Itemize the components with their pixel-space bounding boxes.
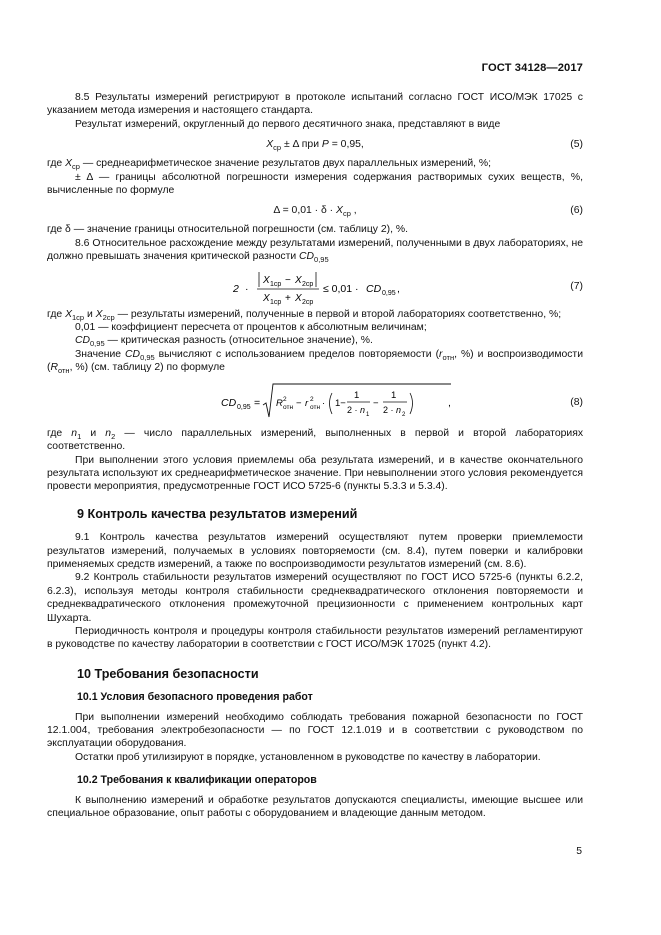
formula-7-expression — [227, 268, 487, 306]
formula-6-number: (6) — [570, 205, 583, 217]
svg-text:1ср: 1ср — [270, 298, 282, 306]
paragraph-10-1b: Остатки проб утилизируют в порядке, установленном в руководстве по качеству в лаборатории. — [75, 751, 541, 763]
svg-text:1ср: 1ср — [270, 280, 282, 288]
section-10-title: 10 Требования безопасности — [77, 666, 259, 681]
where-clause-7a: где $X_{1ср}$ и $X_{2ср}$ — результаты измерений, полученные в первой и второй лабораториях соответственно, %; — [47, 308, 562, 322]
formula-8-number: (8) — [570, 396, 583, 408]
paragraph-9-2: 9.2 Контроль стабильности результатов измерений осуществляют по ГОСТ ИСО 5725-6 (пункты 6.2.2, 6.2.3), используя методы контроля стабильности среднеквадратического отклонения повторяемости и среднеквадратического отклонения промежуточной прецизионности с применением контрольных карт Шухарта. — [47, 572, 583, 624]
where-clause-5a: где $X_{ср}$ — среднеарифметическое значение результатов двух параллельных измерений, %; — [47, 158, 492, 172]
paragraph-9-1: 9.1 Контроль качества результатов измерений осуществляют путем проверки приемлемости результатов измерений, получаемых в условиях повторяемости (см. 8.4), путем поверки и калибровки применяемых средств измерений, а также по воспроизводимости результатов измерений (см. 8.6). — [47, 532, 583, 570]
svg-text:n: n — [396, 404, 402, 415]
svg-text:n: n — [360, 404, 366, 415]
svg-text:2ср: 2ср — [302, 280, 314, 288]
svg-text:,: , — [448, 396, 451, 409]
formula-7-number: (7) — [570, 280, 583, 292]
paragraph-8-5: 8.5 Результаты измерений регистрируют в протоколе испытаний согласно ГОСТ ИСО/МЭК 17025 с указанием метода измерения и настоящего стандарта. — [47, 92, 583, 117]
svg-text:=: = — [254, 396, 261, 409]
svg-text:−: − — [296, 397, 302, 409]
where-clause-8: где $n_1$ и $n_2$ — число параллельных измерений, выполненных в первой и второй лабораториях соответственно. — [47, 427, 584, 453]
paragraph-10-2: К выполнению измерений и обработке результатов допускаются специалисты, имеющие высшее или специальное образование, опыт работы с оборудованием и владеющие данным методом. — [47, 794, 583, 820]
document-number: ГОСТ 34128—2017 — [481, 62, 583, 74]
svg-text:2: 2 — [283, 395, 287, 403]
paragraph-9-periodicity: Периодичность контроля и процедуры контроля стабильности результатов измерений регламентируют в руководстве по качеству лаборатории в соответствии с ГОСТ ИСО/МЭК 17025 (пункт 4.2). — [47, 625, 583, 651]
svg-text:0,95: 0,95 — [382, 289, 396, 297]
svg-text:X: X — [263, 274, 270, 286]
paragraph-cd-value: Значение $CD_{0,95}$ вычисляют с использованием пределов повторяемости ($r_{отн}$, %) и воспроизводимости ($R_{отн}$, %) (см. таблицу 2) по формуле — [47, 348, 583, 376]
svg-text:2: 2 — [310, 395, 314, 403]
svg-text:X: X — [295, 274, 302, 286]
svg-text:2: 2 — [402, 411, 406, 418]
svg-text:R: R — [276, 397, 283, 409]
svg-text:2: 2 — [233, 282, 239, 295]
svg-text:CD: CD — [221, 396, 237, 409]
paragraph-acceptance: При выполнении этого условия приемлемы оба результата измерений, и в качестве окончательного результата используют их среднеарифметическое значение. При невыполнении этого условия рекомендуется провести мероприятия, предусмотренные ГОСТ ИСО 5725-6 (пункты 5.3.3 и 5.3.4). — [47, 454, 583, 493]
svg-text:r: r — [305, 397, 309, 409]
svg-text:≤ 0,01 ·: ≤ 0,01 · — [323, 282, 359, 295]
section-9-title: 9 Контроль качества результатов измерений — [77, 506, 358, 521]
svg-text:·: · — [245, 282, 249, 295]
svg-text:0,95: 0,95 — [237, 403, 251, 411]
formula-6 — [47, 201, 583, 221]
svg-text:X: X — [263, 292, 270, 304]
section-10-2-title: 10.2 Требования к квалификации операторов — [77, 774, 317, 787]
formula-5 — [47, 135, 583, 155]
formula-6-expression: $\Delta = 0,01 \cdot \delta \cdot X_{ср}$ , — [273, 205, 357, 219]
svg-text:отн: отн — [283, 403, 294, 411]
where-clause-7c: $CD_{0,95}$ — критическая разность (относительное значение), %. — [75, 335, 373, 349]
formula-7 — [47, 268, 583, 306]
svg-text:отн: отн — [310, 403, 321, 411]
svg-text:2 ·: 2 · — [347, 404, 358, 415]
svg-text:,: , — [397, 282, 400, 295]
svg-text:−: − — [373, 397, 379, 409]
svg-text:1: 1 — [366, 411, 370, 418]
where-clause-6: где δ — значение границы относительной погрешности (см. таблицу 2), %. — [47, 224, 409, 236]
svg-text:+: + — [285, 292, 291, 304]
formula-8-expression — [221, 381, 451, 425]
svg-text:1: 1 — [391, 389, 397, 401]
formula-5-number: (5) — [570, 139, 583, 151]
svg-text:2ср: 2ср — [302, 298, 314, 306]
where-clause-7b: 0,01 — коэффициент пересчета от процентов к абсолютным величинам; — [75, 322, 427, 334]
section-10-1-title: 10.1 Условия безопасного проведения работ — [77, 691, 313, 704]
page-content — [47, 91, 583, 820]
svg-text:2 ·: 2 · — [383, 404, 394, 415]
svg-text:X: X — [295, 292, 302, 304]
paragraph-8-5-result: Результат измерений, округленный до первого десятичного знака, представляют в виде — [75, 118, 501, 130]
svg-text:−: − — [285, 274, 291, 286]
paragraph-10-1a: При выполнении измерений необходимо соблюдать требования пожарной безопасности по ГОСТ 12.1.004, требования электробезопасности — по ГОСТ 12.1.019 и в соответствии с руководством по эксплуатации оборудования. — [47, 711, 583, 750]
where-clause-5b: ± Δ — границы абсолютной погрешности измерения содержания растворимых сухих веществ, %, вычисленные по формуле — [47, 171, 583, 197]
paragraph-8-6: 8.6 Относительное расхождение между результатами измерений, полученными в двух лабораториях, не должно превышать значения критической разности $CD_{0,95}$ — [47, 237, 583, 265]
formula-8 — [47, 381, 583, 425]
svg-text:·: · — [322, 397, 326, 409]
formula-5-expression: $X_{ср} \pm \Delta$ при P = 0,95, — [266, 139, 364, 153]
svg-text:CD: CD — [366, 282, 382, 295]
svg-text:1−: 1− — [335, 397, 346, 409]
page-number: 5 — [576, 846, 582, 857]
svg-text:1: 1 — [354, 389, 360, 401]
